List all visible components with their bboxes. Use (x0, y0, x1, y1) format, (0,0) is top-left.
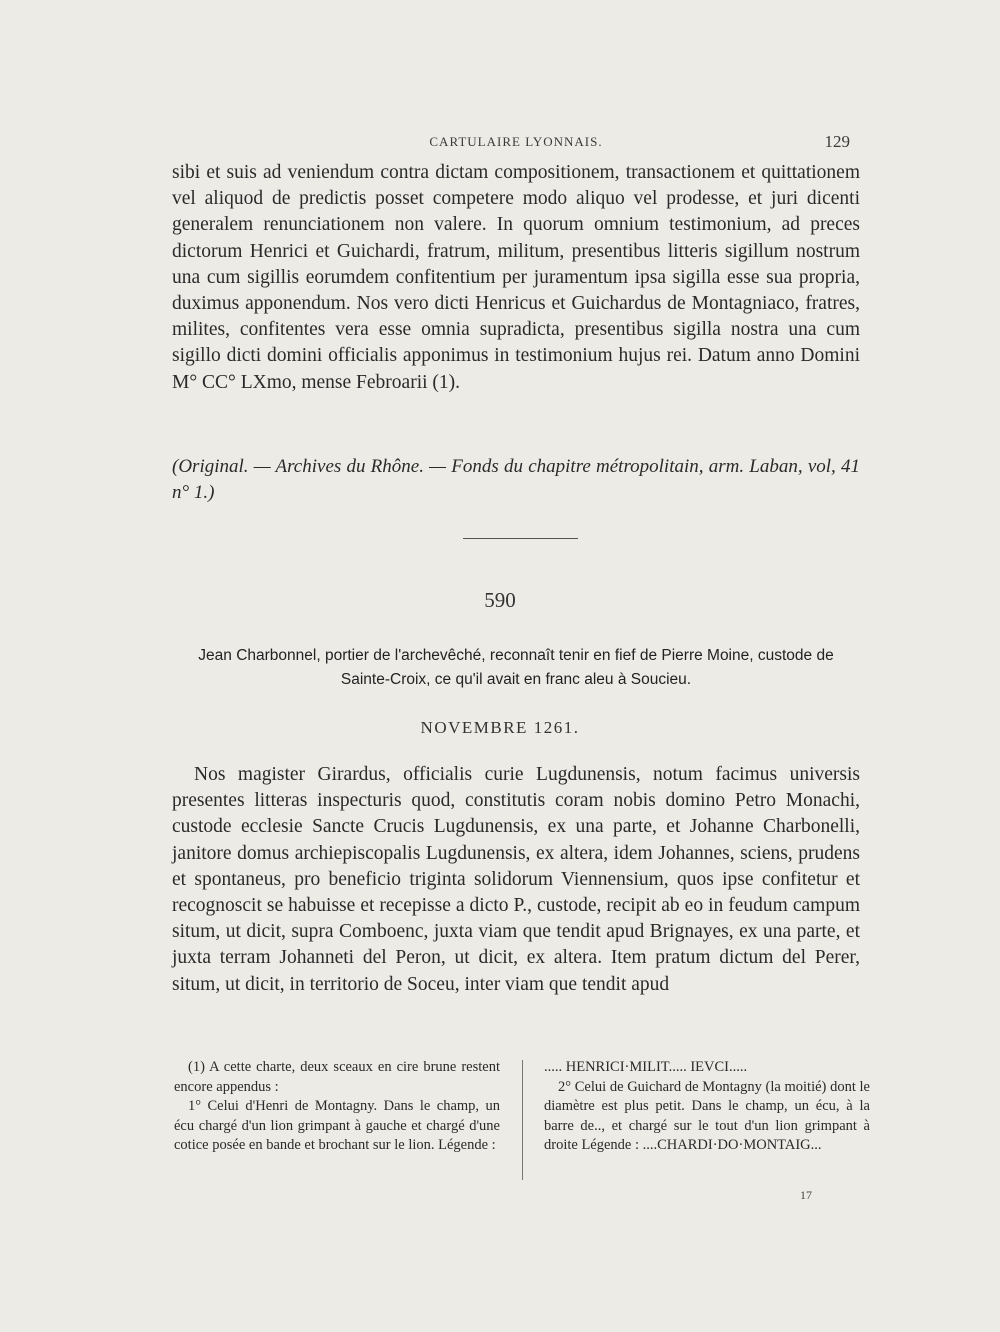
footnotes (172, 1058, 870, 1188)
footnote-column-divider (522, 1060, 523, 1180)
running-title: CARTULAIRE LYONNAIS. (429, 134, 603, 149)
running-head (172, 132, 860, 152)
footnote-paragraph: 2° Celui de Guichard de Montagny (la moitié) dont le diamètre est plus petit. Dans le champ, un écu, à la barre de.., et chargé sur le tout d'un lion grimpant à droite Légende : ....CHARDI·DO·MONTAIG... (544, 1078, 870, 1153)
page-number: 129 (824, 132, 850, 151)
footnote-paragraph: ..... HENRICI·MILIT..... IEVCI..... (544, 1059, 748, 1075)
footnote-left-column (174, 1058, 500, 1156)
charter-date: NOVEMBRE 1261. (420, 718, 580, 737)
charter-number: 590 (484, 588, 516, 612)
footnote-paragraph: (1) A cette charte, deux sceaux en cire brune restent encore appendus : (174, 1059, 500, 1095)
source-note: (Original. — Archives du Rhône. — Fonds du chapitre métropolitain, arm. Laban, vol, 41 n° 1.) (172, 456, 860, 503)
signature-mark: 17 (800, 1188, 812, 1202)
charter-summary: Jean Charbonnel, portier de l'archevêché, reconnaît tenir en fief de Pierre Moine, custode de Sainte-Croix, ce qu'il avait en franc aleu à Soucieu. (198, 647, 834, 688)
section-divider (463, 538, 578, 539)
continuation-paragraph: sibi et suis ad veniendum contra dictam compositionem, transactionem et quittationem vel aliquod de predictis posset competere modo aliquo vel prodesse, et juri dicenti generalem renunciationem non valere. In quorum omnium testimonium, ad preces dictorum Henrici et Guichardi, fratrum, militum, presentibus litteris sigillum nostrum una cum sigillis eorumdem confitentium per juramentum ipsa sigilla esse sua propria, duximus apponendum. Nos vero dicti Henricus et Guichardus de Montagniaco, fratres, milites, confitentes vera esse omnia supradicta, presentibus sigilla nostra una cum sigillo dicti domini officialis apponimus in testimonium hujus rei. Datum anno Domini M° CC° LXmo, mense Febroarii (1). (172, 162, 860, 393)
charter-text: Nos magister Girardus, officialis curie Lugdunensis, notum facimus universis presentes litteras inspecturis quod, constitutis coram nobis domino Petro Monachi, custode ecclesie Sancte Crucis Lugdunensis, ex una parte, et Johanne Charbonelli, janitore domus archiepiscopalis Lugdunensis, ex altera, idem Johannes, sciens, prudens et spontaneus, pro beneficio triginta solidorum Viennensium, quos ipse confitetur et recognoscit se habuisse et recepisse a dicto P., custode, recipit ab eo in feudum campum situm, ut dicit, supra Comboenc, juxta viam que tendit apud Brignayes, ex una parte, et juxta terram Johanneti del Peron, ut dicit, ex altera. Item pratum dictum del Perer, situm, ut dicit, in territorio de Soceu, inter viam que tendit apud (172, 764, 860, 995)
footnote-paragraph: 1° Celui d'Henri de Montagny. Dans le champ, un écu chargé d'un lion grimpant à gauche et chargé d'une cotice posée en bande et brochant sur le lion. Légende : (174, 1098, 500, 1153)
footnote-right-column (544, 1058, 870, 1156)
